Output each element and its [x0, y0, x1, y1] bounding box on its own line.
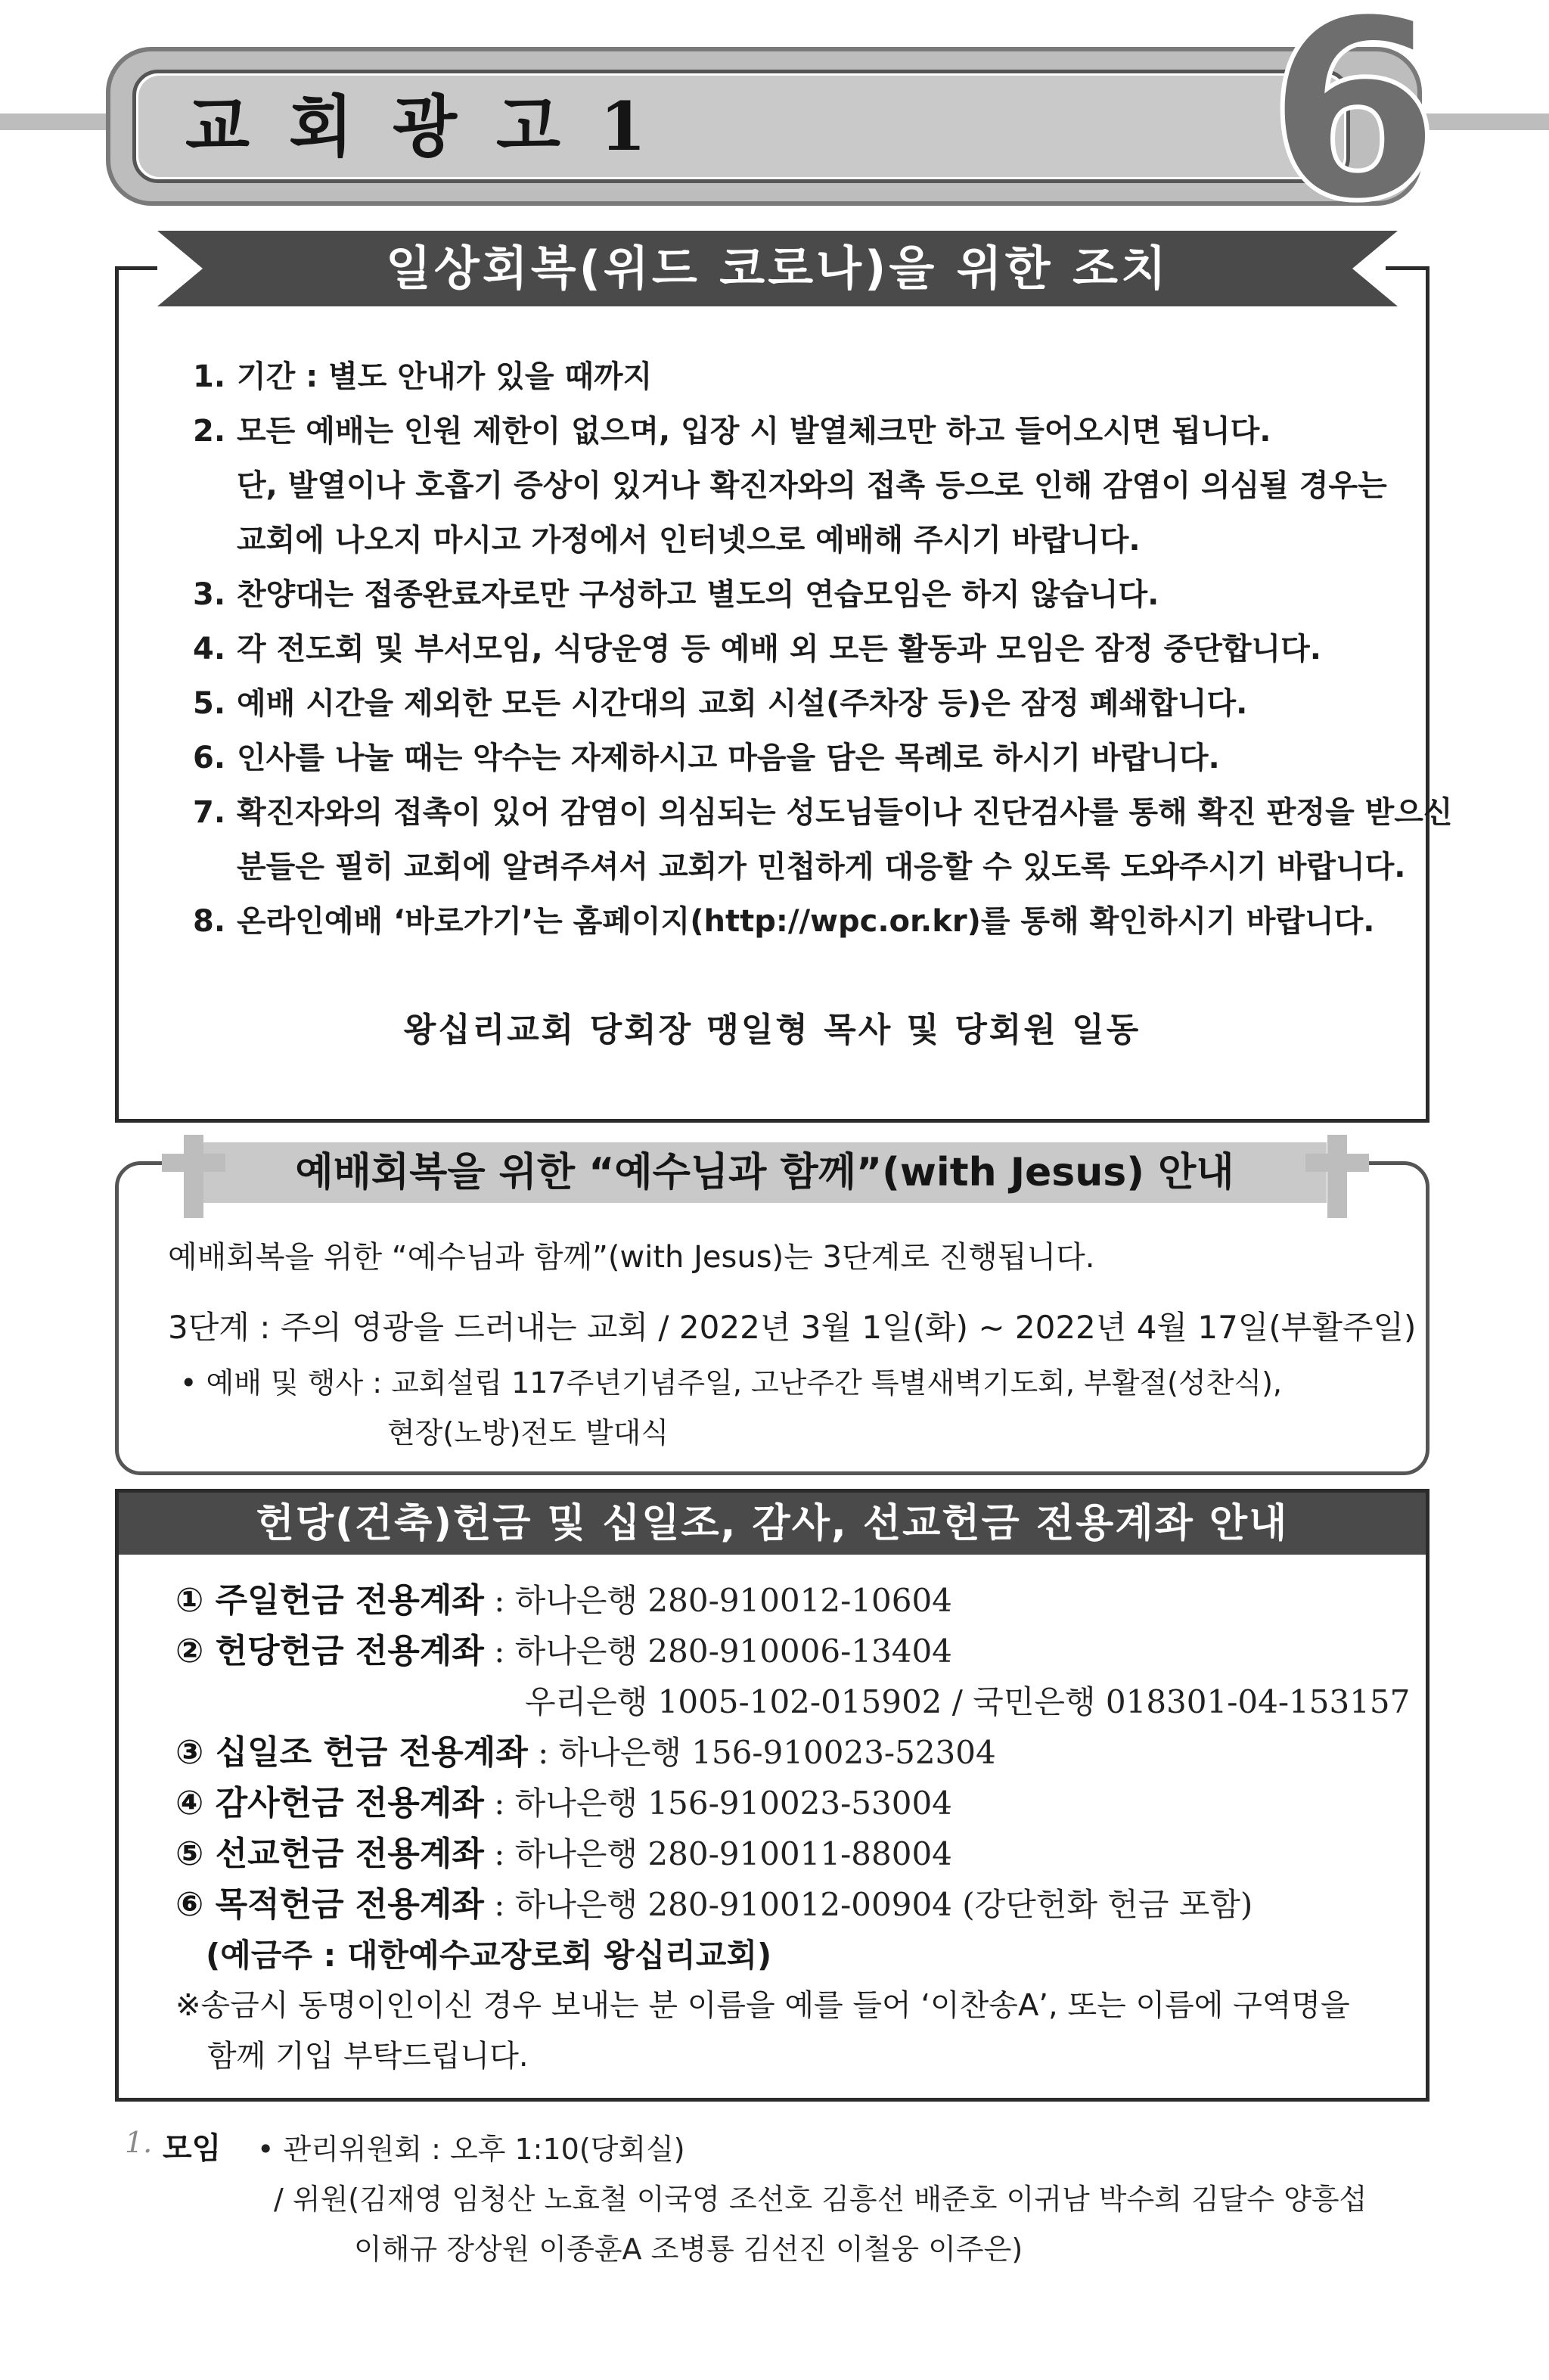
account-row: ⑥ 목적헌금 전용계좌 : 하나은행 280-910012-00904 (강단헌화 헌금 포함)	[175, 1885, 1253, 1924]
cross-icon	[1327, 1135, 1347, 1218]
svg-text:6: 6	[1267, 0, 1441, 227]
remittance-notice: ※송금시 동명이인이신 경우 보내는 분 이름을 예를 들어 ‘이찬송A’, 또는 이름에 구역명을	[175, 1988, 1350, 2023]
list-item: 2. 모든 예배는 인원 제한이 없으며, 입장 시 발열체크만 하고 들어오시면 됩니다.	[193, 414, 1271, 449]
events-bullet-continued: 현장(노방)전도 발대식	[387, 1416, 669, 1449]
list-item: 5. 예배 시간을 제외한 모든 시간대의 교회 시설(주차장 등)은 잠정 폐쇄합니다.	[193, 686, 1248, 721]
list-item: 7. 확진자와의 접촉이 있어 감염이 의심되는 성도님들이나 진단검사를 통해 확진 판정을 받으신	[193, 795, 1453, 830]
measures-list	[193, 350, 1453, 949]
section-title-covid: 일상회복(위드 코로나)을 위한 조치	[386, 241, 1169, 296]
list-item: 4. 각 전도회 및 부서모임, 식당운영 등 예배 외 모든 활동과 모임은 잠정 중단합니다.	[193, 632, 1321, 666]
page-title: 교회광고1	[185, 87, 686, 166]
remittance-notice-continued: 함께 기입 부탁드립니다.	[207, 2039, 529, 2074]
list-item-continued: 분들은 필히 교회에 알려주셔서 교회가 민첩하게 대응할 수 있도록 도와주시기 바랍니다.	[237, 850, 1406, 884]
account-row: ① 주일헌금 전용계좌 : 하나은행 280-910012-10604	[175, 1581, 952, 1620]
list-item-continued: 단, 발열이나 호흡기 증상이 있거나 확진자와의 접촉 등으로 인해 감염이 의심될 경우는	[237, 468, 1387, 503]
meeting-number: 1.	[125, 2126, 153, 2159]
meeting-members-continued: 이해규 장상원 이종훈A 조병룡 김선진 이철웅 이주은)	[354, 2232, 1023, 2266]
section-title-with-jesus: 예배회복을 위한 “예수님과 함께”(with Jesus) 안내	[295, 1150, 1234, 1195]
cross-icon	[184, 1135, 203, 1218]
step-description: 3단계 : 주의 영광을 드러내는 교회 / 2022년 3월 1일(화) ~ 2022년 4월 17일(부활주일)	[168, 1309, 1417, 1346]
signature: 왕십리교회 당회장 맹일형 목사 및 당회원 일동	[403, 1011, 1141, 1049]
accounts-list	[175, 1575, 1411, 2082]
account-row: ② 헌당헌금 전용계좌 : 하나은행 280-910006-13404	[175, 1632, 952, 1670]
list-item-continued: 교회에 나오지 마시고 가정에서 인터넷으로 예배해 주시기 바랍니다.	[237, 523, 1141, 558]
account-row: ⑤ 선교헌금 전용계좌 : 하나은행 280-910011-88004	[175, 1835, 952, 1873]
page-number	[1240, 0, 1467, 227]
box-top-edge	[115, 266, 157, 270]
account-holder: (예금주 : 대한예수교장로회 왕십리교회)	[206, 1937, 772, 1974]
account-row-continued: 우리은행 1005-102-015902 / 국민은행 018301-04-153157	[525, 1683, 1411, 1720]
list-item: 1. 기간 : 별도 안내가 있을 때까지	[193, 359, 653, 394]
meeting-label: 모임	[163, 2131, 222, 2166]
list-item: 3. 찬양대는 접종완료자로만 구성하고 별도의 연습모임은 하지 않습니다.	[193, 577, 1159, 612]
meeting-members: / 위원(김재영 임청산 노효철 이국영 조선호 김흥선 배준호 이귀남 박수희 김달수 양흥섭	[274, 2183, 1367, 2216]
events-bullet: • 예배 및 행사 : 교회설립 117주년기념주일, 고난주간 특별새벽기도회, 부활절(성찬식),	[180, 1366, 1283, 1400]
list-item: 6. 인사를 나눌 때는 악수는 자제하시고 마음을 담은 목례로 하시기 바랍니다.	[193, 741, 1220, 775]
account-row: ③ 십일조 헌금 전용계좌 : 하나은행 156-910023-52304	[175, 1733, 996, 1772]
list-item: 8. 온라인예배 ‘바로가기’는 홈페이지(http://wpc.or.kr)를 통해 확인하시기 바랍니다.	[193, 904, 1375, 939]
with-jesus-intro: 예배회복을 위한 “예수님과 함께”(with Jesus)는 3단계로 진행됩니다.	[168, 1240, 1095, 1275]
section-title-accounts: 헌당(건축)헌금 및 십일조, 감사, 선교헌금 전용계좌 안내	[119, 1493, 1426, 1555]
account-row: ④ 감사헌금 전용계좌 : 하나은행 156-910023-53004	[175, 1784, 952, 1822]
meeting-committee: • 관리위원회 : 오후 1:10(당회실)	[257, 2133, 685, 2166]
